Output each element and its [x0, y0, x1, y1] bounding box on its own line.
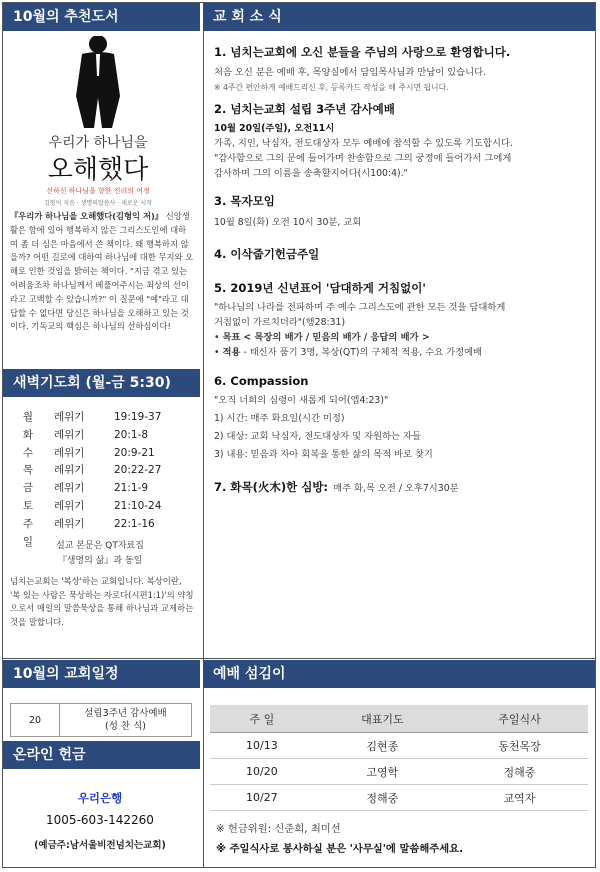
schedule-book: 레위기 [54, 499, 85, 512]
news-item-6 [214, 374, 590, 464]
news-item-line: 거침없이 가르치더라"(행28:31) [214, 317, 346, 328]
news-goal: • 목표 < 목장의 배가 / 믿음의 배가 / 응답의 배가 > [214, 332, 430, 343]
service-note-2: ※ 주일식사로 봉사하실 분은 '사무실'에 말씀해주세요. [216, 843, 464, 855]
schedule-row [18, 445, 188, 463]
calendar-event-line: (성 찬 식) [105, 721, 146, 732]
schedule-row [18, 409, 188, 427]
schedule-row [18, 480, 188, 498]
news-item-title: 1. 넘치는교회에 오신 분들을 주님의 사랑으로 환영합니다. [214, 45, 511, 59]
schedule-verse: 20:9-21 [114, 446, 155, 459]
calendar-event [60, 707, 191, 733]
calendar-date: 20 [11, 704, 60, 736]
book-cover-figure [66, 36, 130, 132]
schedule-verse: 19:19-37 [114, 411, 162, 423]
news-item-line: 처음 오신 분은 예배 후, 목양실에서 담임목사님과 만남이 있습니다. [214, 67, 487, 78]
news-item-line: "감사함으로 그의 문에 들어가며 찬송함으로 그의 궁정에 들어가서 그에게 [214, 153, 512, 164]
schedule-verse: 22:1-16 [114, 517, 155, 530]
calendar-table [10, 703, 192, 737]
schedule-book: 레위기 [54, 482, 85, 495]
news-item-3 [214, 193, 590, 230]
schedule-verse: 21:10-24 [114, 499, 162, 512]
giving-header: 온라인 헌금 [3, 741, 200, 769]
book-cover-subtitle: 선하신 하나님을 향한 진리의 여정 [46, 187, 150, 195]
bank-name: 우리은행 [77, 791, 123, 805]
news-item-line: 10월 8일(화) 오전 10시 30분, 교회 [214, 217, 362, 228]
service-cell: 10/27 [210, 785, 314, 811]
schedule-book: 레위기 [54, 517, 85, 530]
book-header: 10월의 추천도서 [3, 3, 200, 31]
service-cell: 교역자 [451, 785, 588, 811]
service-col-header: 주일식사 [451, 705, 588, 733]
news-goal-label: 목표 [222, 332, 241, 343]
news-header: 교 회 소 식 [203, 3, 595, 31]
dawn-note-1: 설교 본문은 QT자료집 [56, 541, 144, 551]
row-divider [3, 658, 595, 659]
schedule-row [18, 427, 188, 445]
service-cell: 동천목장 [451, 733, 588, 759]
book-desc-title: 『우리가 하나님을 오해했다(김형익 저)』 [10, 211, 164, 221]
schedule-verse: 20:1-8 [114, 428, 149, 441]
book-description [10, 210, 194, 334]
book-cover-author: 김형익 지음 · 생명의말씀사 · 새로운 시작 [44, 200, 152, 207]
news-item-line: 1) 시간: 매주 화요일(시간 미정) [214, 413, 345, 424]
table-row [210, 759, 588, 785]
news-item-line: 10월 20일(주일), 오전11시 [214, 123, 335, 134]
book-desc-body: 신앙생활은 함에 있어 행복하지 않은 그리스도인에 대하여 좀 더 심은 마음에서 쓴 책이다. 왜 행복하지 않을까? 어떤 길로에 대하여 하나님에 대한 무지와 오해로 인한 것임을 밝히는 책이다. "지금 겪고 있는 어려움조차 하나님께서 베풀어주시는 최상의 선이라고 고백할 수 있습니까?" 이 질문에 "예"라고 대답할 수 없다면 당신은 하나님을 오해하고 있는 것이다. 기독교의 핵심은 하나님의 선하심이다! [10, 211, 194, 332]
book-cover [8, 36, 188, 208]
dawn-note-2: 『생명의 삶』과 동일 [57, 556, 143, 566]
service-table [210, 705, 588, 811]
schedule-verse: 20:22-27 [114, 464, 162, 477]
schedule-verse: 21:1-9 [114, 482, 149, 495]
schedule-day: 토 [22, 499, 34, 512]
table-row [210, 733, 588, 759]
calendar-header: 10월의 교회일정 [3, 660, 200, 688]
news-item-line: 가족, 지인, 낙심자, 전도대상자 모두 예배에 참석할 수 있도록 기도합시다. [214, 138, 513, 149]
news-item-4 [214, 246, 590, 262]
news-item-5 [214, 280, 590, 360]
news-item-title: 5. 2019년 신년표어 '담대하게 거침없이' [214, 281, 426, 295]
schedule-day: 주일 [22, 517, 34, 548]
news-item-line: "하나님의 나라를 전파하며 주 예수 그리스도에 관한 모든 것을 담대하게 [214, 302, 506, 313]
dawn-description: 넘치는교회는 '복상'하는 교회입니다. 복상이란, '복 있는 사람은 묵상하는 자로다(시편1:1)'의 약칭으로서 매일의 말씀묵상을 통해 하나님과 교제하는 것을 말합니다. [10, 576, 194, 627]
news-apply: • 적용 - 태신자 품기 3명, 복상(QT)의 구체적 적용, 수요 가정예배 [214, 347, 483, 358]
schedule-book: 레위기 [54, 446, 85, 459]
column-divider [203, 3, 204, 867]
news-apply-label: 적용 [222, 347, 241, 358]
service-note-1: ※ 헌금위원: 신준희, 최미선 [216, 823, 341, 835]
news-item-line: 2) 대상: 교회 낙심자, 전도대상자 및 자원하는 자들 [214, 431, 421, 442]
schedule-book: 레위기 [54, 428, 85, 441]
service-cell: 정해중 [451, 759, 588, 785]
news-item-note: ※ 4주간 편안하게 예배드리신 후, 등록카드 작성을 해 주시면 됩니다. [214, 83, 449, 92]
service-cell: 10/13 [210, 733, 314, 759]
news-item-line: 감사하며 그의 이름을 송축할지어다(시100:4)." [214, 168, 408, 179]
bank-account: 1005-603-142260 [46, 813, 154, 827]
news-item-line: "오직 너희의 심령이 새롭게 되어(엡4:23)" [214, 395, 389, 406]
book-cover-title-1: 우리가 하나님을 [48, 135, 148, 151]
schedule-day: 월 [22, 411, 34, 423]
book-cover-title-2: 오해했다 [47, 155, 149, 185]
service-cell: 고영학 [314, 759, 451, 785]
service-cell: 정해중 [314, 785, 451, 811]
news-item-1 [214, 44, 590, 95]
schedule-day: 금 [22, 482, 34, 495]
news-list [214, 40, 590, 496]
calendar-event-line: 설립3주년 감사예배 [84, 708, 167, 719]
news-item-title: 3. 목자모임 [214, 194, 275, 208]
schedule-day: 화 [22, 428, 34, 441]
schedule-book: 레위기 [54, 411, 85, 423]
news-item-title: 6. Compassion [214, 374, 309, 388]
service-header: 예배 섬김이 [203, 660, 595, 688]
schedule-row [18, 498, 188, 516]
service-col-header: 대표기도 [314, 705, 451, 733]
schedule-row [18, 462, 188, 480]
dawn-header: 새벽기도회 (월-금 5:30) [3, 369, 200, 397]
news-item-title: 2. 넘치는교회 설립 3주년 감사예배 [214, 102, 395, 116]
service-col-header: 주 일 [210, 705, 314, 733]
service-cell: 김현종 [314, 733, 451, 759]
news-item-line: 매주 화,목 오전 / 오후7시30분 [333, 483, 459, 494]
news-goal-text: < 목장의 배가 / 믿음의 배가 / 응답의 배가 > [243, 332, 430, 343]
news-item-2 [214, 101, 590, 181]
bank-holder: (예금주:남서울비전넘치는교회) [34, 840, 166, 851]
service-cell: 10/20 [210, 759, 314, 785]
news-item-title: 7. 화목(火木)한 심방: [214, 480, 329, 494]
service-header-row [210, 705, 588, 733]
news-item-7 [214, 476, 590, 496]
schedule-day: 목 [22, 464, 34, 477]
news-apply-text: - 태신자 품기 3명, 복상(QT)의 구체적 적용, 수요 가정예배 [243, 347, 483, 358]
table-row [210, 785, 588, 811]
schedule-day: 수 [22, 446, 34, 459]
schedule-book: 레위기 [54, 464, 85, 477]
news-item-title: 4. 이삭줍기헌금주일 [214, 247, 320, 261]
news-item-line: 3) 내용: 믿음과 자아 회복을 통한 삶의 목적 바로 찾기 [214, 449, 433, 460]
